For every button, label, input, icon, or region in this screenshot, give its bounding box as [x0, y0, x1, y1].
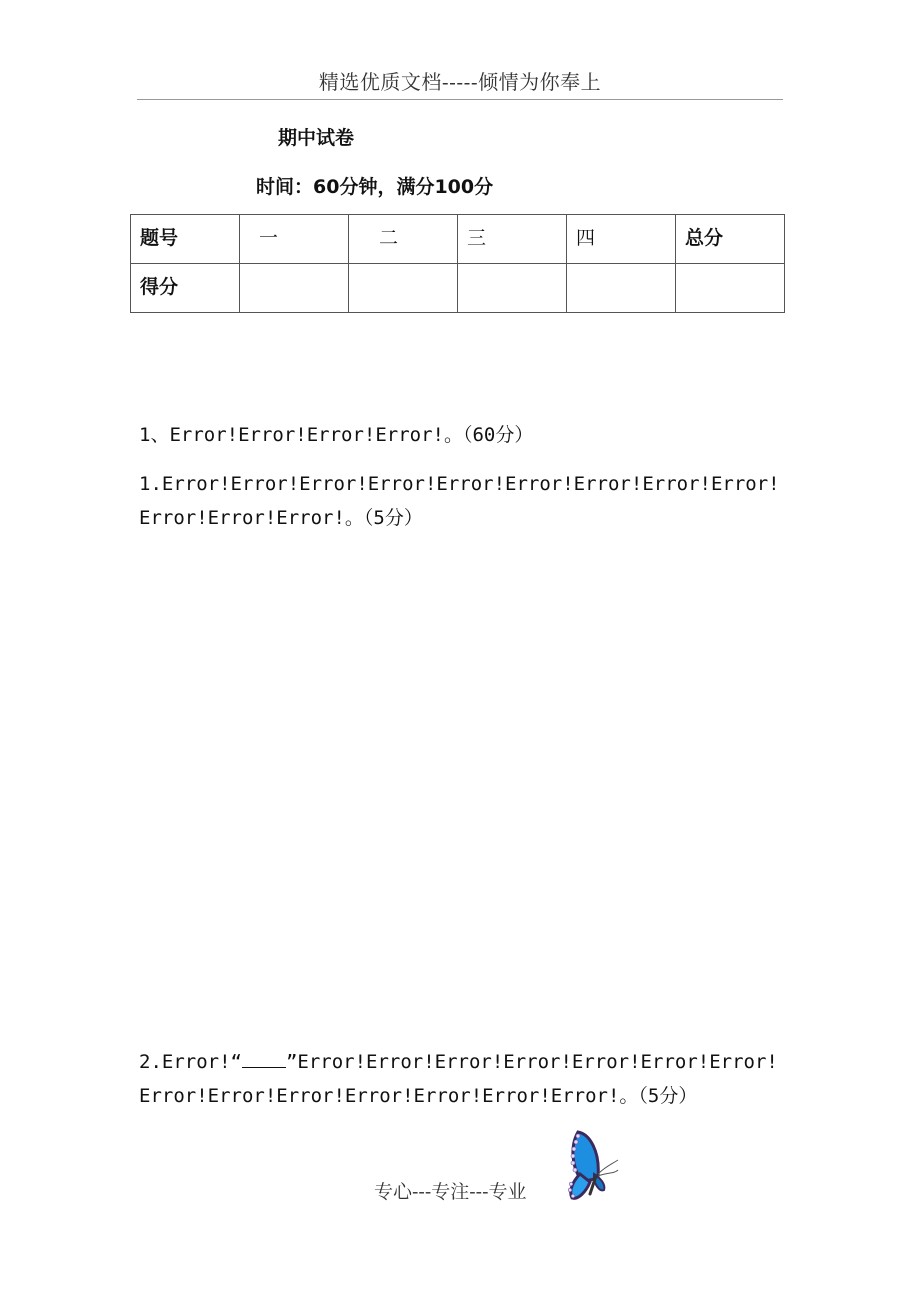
cell-text: 得分 — [140, 276, 179, 298]
cell-text — [249, 264, 348, 272]
table-row — [131, 215, 785, 264]
cell-text — [467, 264, 566, 272]
butterfly-icon — [554, 1124, 620, 1204]
question-2-prefix: 2.Error!“ — [139, 1051, 242, 1073]
table-cell — [349, 264, 458, 313]
cell-text — [685, 264, 784, 272]
header-divider — [137, 99, 783, 100]
question-1: 1.Error!Error!Error!Error!Error!Error!Error!Error!Error!Error!Error!Error!。（5分） — [139, 473, 780, 529]
table-cell — [458, 215, 567, 264]
question-2 — [139, 1045, 784, 1113]
page-footer-text: 专心---专注---专业 — [374, 1181, 527, 1203]
exam-time-line: 时间：60分钟，满分100分 — [256, 176, 494, 198]
table-cell — [567, 215, 676, 264]
cell-text: 一 — [259, 227, 279, 249]
cell-text — [358, 264, 457, 272]
table-cell — [240, 264, 349, 313]
cell-text: 二 — [379, 227, 399, 249]
table-cell — [676, 264, 785, 313]
table-row — [131, 264, 785, 313]
score-table — [130, 214, 785, 313]
cell-text: 四 — [576, 227, 596, 249]
cell-text: 三 — [467, 227, 487, 249]
table-cell — [131, 215, 240, 264]
cell-text: 总分 — [685, 227, 724, 249]
exam-title: 期中试卷 — [278, 127, 355, 149]
table-cell — [131, 264, 240, 313]
page-header-text: 精选优质文档-----倾情为你奉上 — [318, 70, 602, 94]
table-cell — [240, 215, 349, 264]
section-1-heading: 1、Error!Error!Error!Error!。（60分） — [139, 424, 534, 446]
table-cell — [676, 215, 785, 264]
cell-text — [576, 264, 675, 272]
question-2-suffix: ”Error!Error!Error!Error!Error!Error!Error!Error!Error!Error!Error!Error!Error!Error!。（5分） — [139, 1051, 778, 1107]
cell-text: 题号 — [140, 227, 179, 249]
table-cell — [458, 264, 567, 313]
fill-blank — [242, 1049, 286, 1068]
table-cell — [567, 264, 676, 313]
table-cell — [349, 215, 458, 264]
